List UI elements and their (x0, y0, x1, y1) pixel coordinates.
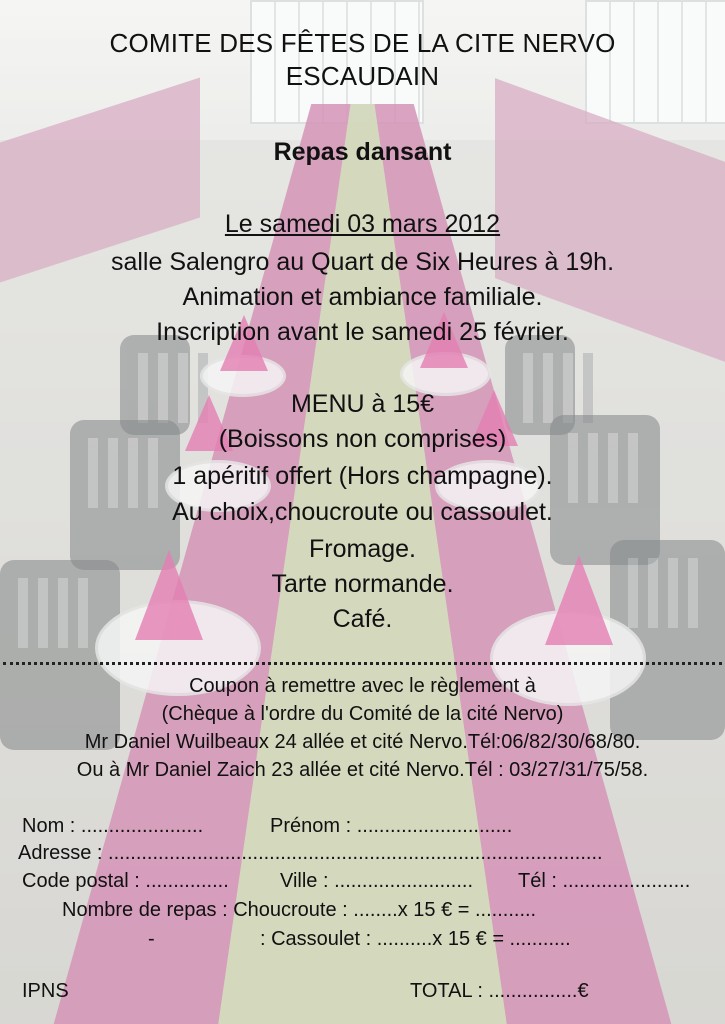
prenom-field[interactable]: Prénom : ............................ (270, 815, 513, 837)
total-field[interactable]: TOTAL : ................€ (410, 980, 589, 1002)
coupon-line: Coupon à remettre avec le règlement à (189, 675, 536, 697)
nom-field[interactable]: Nom : ...................... (22, 815, 204, 837)
org-title-line1: COMITE DES FÊTES DE LA CITE NERVO (109, 28, 616, 58)
coupon-contact: Ou à Mr Daniel Zaich 23 allée et cité Nervo.Tél : 03/27/31/75/58. (76, 759, 649, 781)
menu-item: Café. (332, 605, 393, 633)
event-venue: salle Salengro au Quart de Six Heures à 19h. (110, 248, 615, 276)
event-deadline: Inscription avant le samedi 25 février. (156, 318, 569, 346)
ville-field[interactable]: Ville : ......................... (280, 870, 474, 892)
menu-item: Tarte normande. (271, 570, 454, 598)
menu-item: Au choix,choucroute ou cassoulet. (172, 498, 553, 526)
menu-item: Fromage. (309, 535, 416, 563)
ipns-label: IPNS (22, 980, 69, 1002)
tel-field[interactable]: Tél : ....................... (518, 870, 691, 892)
event-ambiance: Animation et ambiance familiale. (182, 283, 543, 311)
coupon-line: (Chèque à l'ordre du Comité de la cité Nervo) (161, 703, 564, 725)
nombre-repas-choucroute-field[interactable]: Nombre de repas : Choucroute : ........x 15 € = ........... (62, 899, 537, 921)
event-title: Repas dansant (273, 138, 452, 166)
event-date: Le samedi 03 mars 2012 (224, 210, 501, 238)
coupon-cut-line (3, 662, 722, 665)
org-title-line2: ESCAUDAIN (285, 61, 440, 91)
cassoulet-field[interactable]: : Cassoulet : ..........x 15 € = ........... (260, 928, 571, 950)
menu-price: MENU à 15€ (290, 390, 435, 418)
cassoulet-dash: - (148, 928, 155, 950)
adresse-field[interactable]: Adresse : ......................................................................................... (18, 842, 603, 864)
menu-item: (Boissons non comprises) (218, 425, 507, 453)
coupon-contact: Mr Daniel Wuilbeaux 24 allée et cité Nervo.Tél:06/82/30/68/80. (84, 731, 641, 753)
code-postal-field[interactable]: Code postal : ............... (22, 870, 229, 892)
menu-item: 1 apéritif offert (Hors champagne). (172, 462, 553, 490)
